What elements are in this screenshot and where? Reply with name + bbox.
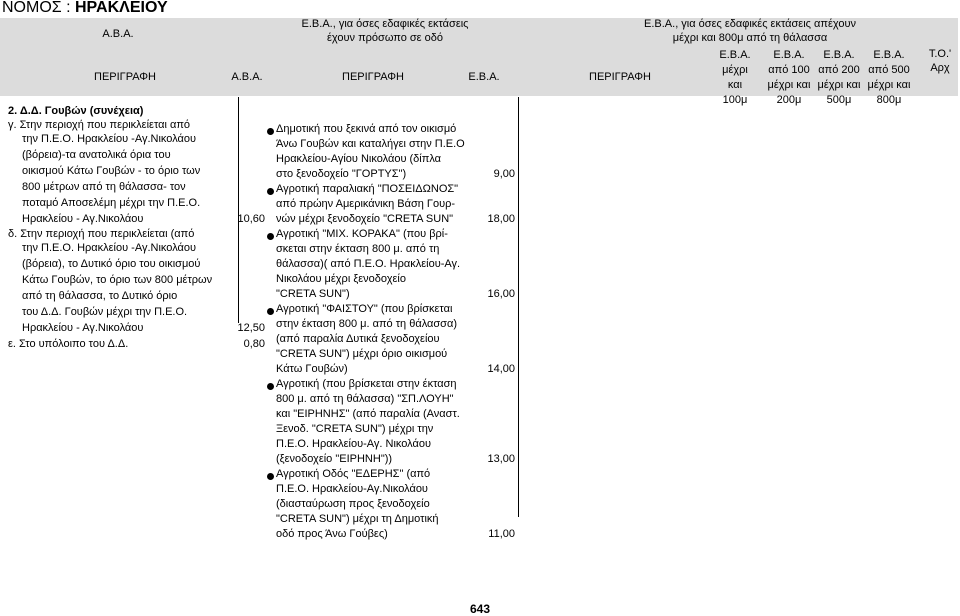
- page-number: 643: [469, 602, 491, 616]
- road-text: θάλασσα)( από Π.Ε.Ο. Ηρακλείου-Αγ.: [276, 258, 461, 270]
- left-text: (βόρεια)-τα ανατολικά όρια του: [22, 149, 171, 161]
- left-text: ε. Στο υπόλοιπο του Δ.Δ.: [8, 338, 129, 350]
- road-text: Νικολάου μέχρι ξενοδοχείο: [276, 273, 406, 285]
- header-band-col-4: Ε.Β.Α. από 500 μέχρι και 800μ: [867, 49, 911, 106]
- left-text: οικισμού Κάτω Γουβών - το όριο των: [22, 165, 201, 177]
- left-text: γ. Στην περιοχή που περικλείεται από: [8, 119, 191, 131]
- header-to-arx: Τ.Ο.' Αρχ: [928, 48, 952, 74]
- road-text: Ξενοδ. "CRETA SUN") μέχρι την: [276, 423, 434, 435]
- road-text: από πρώην Αμερικάνικη Βάση Γουρ-: [276, 198, 456, 210]
- road-text: "CRETA SUN") μέχρι όριο οικισμού: [276, 348, 448, 360]
- left-text: την Π.Ε.Ο. Ηρακλείου -Αγ.Νικολάου: [22, 133, 197, 145]
- eba-value: 13,00: [487, 453, 515, 465]
- eba-value: 9,00: [493, 168, 515, 180]
- header-group1-line2: έχουν πρόσωπο σε οδό: [327, 32, 443, 44]
- left-text: Ηρακλείου - Αγ.Νικολάου: [22, 322, 144, 334]
- road-text: (διασταύρωση προς ξενοδοχείο: [276, 498, 430, 510]
- header-perigrafi-1: ΠΕΡΙΓΡΑΦΗ: [94, 71, 156, 83]
- column-divider: [518, 97, 519, 517]
- road-text: Π.Ε.Ο. Ηρακλείου-Αγ.Νικολάου: [276, 483, 428, 495]
- left-text: (βόρεια), το Δυτικό όριο του οικισμού: [22, 258, 201, 270]
- left-text: δ. Στην περιοχή που περικλείεται (από: [8, 228, 195, 240]
- header-perigrafi-2: ΠΕΡΙΓΡΑΦΗ: [342, 71, 404, 83]
- header-aba-col: Α.Β.Α.: [231, 71, 263, 83]
- bullet-icon: [267, 473, 274, 480]
- road-text: Ηρακλείου-Αγίου Νικολάου (δίπλα: [276, 153, 442, 165]
- bullet-icon: [267, 188, 274, 195]
- eba-value: 18,00: [487, 213, 515, 225]
- road-text: και "ΕΙΡΗΝΗΣ" (από παραλία (Αναστ.: [276, 408, 460, 420]
- road-text: 800 μ. από τη θάλασσα) "ΣΠ.ΛΟΥΗ": [276, 393, 454, 405]
- road-text: οδό προς Άνω Γούβες): [276, 528, 388, 540]
- road-text: Κάτω Γουβών): [276, 363, 348, 375]
- left-text: ποταμό Αποσελέμη μέχρι την Π.Ε.Ο.: [22, 197, 201, 209]
- road-text: Αγροτική (που βρίσκεται στην έκταση: [276, 378, 457, 390]
- road-text: Αγροτική "ΦΑΙΣΤΟΥ" (που βρίσκεται: [276, 303, 453, 315]
- left-text: Κάτω Γουβών, το όριο των 800 μέτρων: [22, 274, 213, 286]
- aba-value: 10,60: [237, 213, 265, 225]
- section-heading: 2. Δ.Δ. Γουβών (συνέχεια): [8, 105, 144, 117]
- eba-value: 16,00: [487, 288, 515, 300]
- header-band-col-1: Ε.Β.Α. μέχρι και 100μ: [719, 49, 751, 106]
- road-text: νών μέχρι ξενοδοχείο "CRETA SUN": [276, 213, 454, 225]
- bullet-icon: [267, 308, 274, 315]
- eba-value: 11,00: [488, 528, 515, 540]
- page-title: ΝΟΜΟΣ : ΗΡΑΚΛΕΙΟΥ: [2, 0, 168, 16]
- road-text: (από παραλία Δυτικά ξενοδοχείου: [276, 333, 440, 345]
- header-band-col-2: Ε.Β.Α. από 100 μέχρι και 200μ: [767, 49, 811, 106]
- road-text: στο ξενοδοχείο "ΓΟΡΤΥΣ"): [276, 168, 407, 180]
- header-group2-line2: μέχρι και 800μ από τη θάλασσα: [672, 32, 828, 44]
- left-text: από τη θάλασσα, το Δυτικό όριο: [22, 290, 178, 302]
- road-text: "CRETA SUN"): [276, 288, 350, 300]
- road-text: Δημοτική που ξεκινά από τον οικισμό: [276, 123, 457, 135]
- left-text: 800 μέτρων από τη θάλασσα- τον: [22, 181, 186, 193]
- header-aba-top: Α.Β.Α.: [102, 28, 134, 40]
- bullet-icon: [267, 233, 274, 240]
- left-text: Ηρακλείου - Αγ.Νικολάου: [22, 213, 144, 225]
- road-text: "CRETA SUN") μέχρι τη Δημοτική: [276, 513, 439, 525]
- road-text: σκεται στην έκταση 800 μ. από τη: [276, 243, 440, 255]
- header-group1-line1: Ε.Β.Α., για όσες εδαφικές εκτάσεις: [301, 18, 469, 30]
- header-perigrafi-3: ΠΕΡΙΓΡΑΦΗ: [589, 71, 651, 83]
- road-text: Άνω Γουβών και καταλήγει στην Π.Ε.Ο: [276, 138, 465, 150]
- road-text: Αγροτική παραλιακή "ΠΟΣΕΙΔΩΝΟΣ": [276, 183, 459, 195]
- column-divider: [238, 97, 239, 323]
- road-text: στην έκταση 800 μ. από τη θάλασσα): [276, 318, 457, 330]
- left-text: του Δ.Δ. Γουβών μέχρι την Π.Ε.Ο.: [22, 306, 188, 318]
- eba-value: 14,00: [487, 363, 515, 375]
- left-text: την Π.Ε.Ο. Ηρακλείου -Αγ.Νικολάου: [22, 242, 197, 254]
- road-text: (ξενοδοχείο "ΕΙΡΗΝΗ")): [276, 453, 393, 465]
- aba-value: 0,80: [243, 338, 265, 350]
- aba-value: 12,50: [237, 322, 265, 334]
- bullet-icon: [267, 128, 274, 135]
- header-group2-line1: Ε.Β.Α., για όσες εδαφικές εκτάσεις απέχουν: [644, 18, 856, 30]
- road-text: Π.Ε.Ο. Ηρακλείου-Αγ. Νικολάου: [276, 438, 432, 450]
- header-band-col-3: Ε.Β.Α. από 200 μέχρι και 500μ: [817, 49, 861, 106]
- bullet-icon: [267, 383, 274, 390]
- road-text: Αγροτική Οδός "ΕΔΕΡΗΣ" (από: [276, 468, 431, 480]
- header-eba-col: Ε.Β.Α.: [468, 71, 500, 83]
- road-text: Αγροτική "ΜΙΧ. ΚΟΡΑΚΑ" (που βρί-: [276, 228, 448, 240]
